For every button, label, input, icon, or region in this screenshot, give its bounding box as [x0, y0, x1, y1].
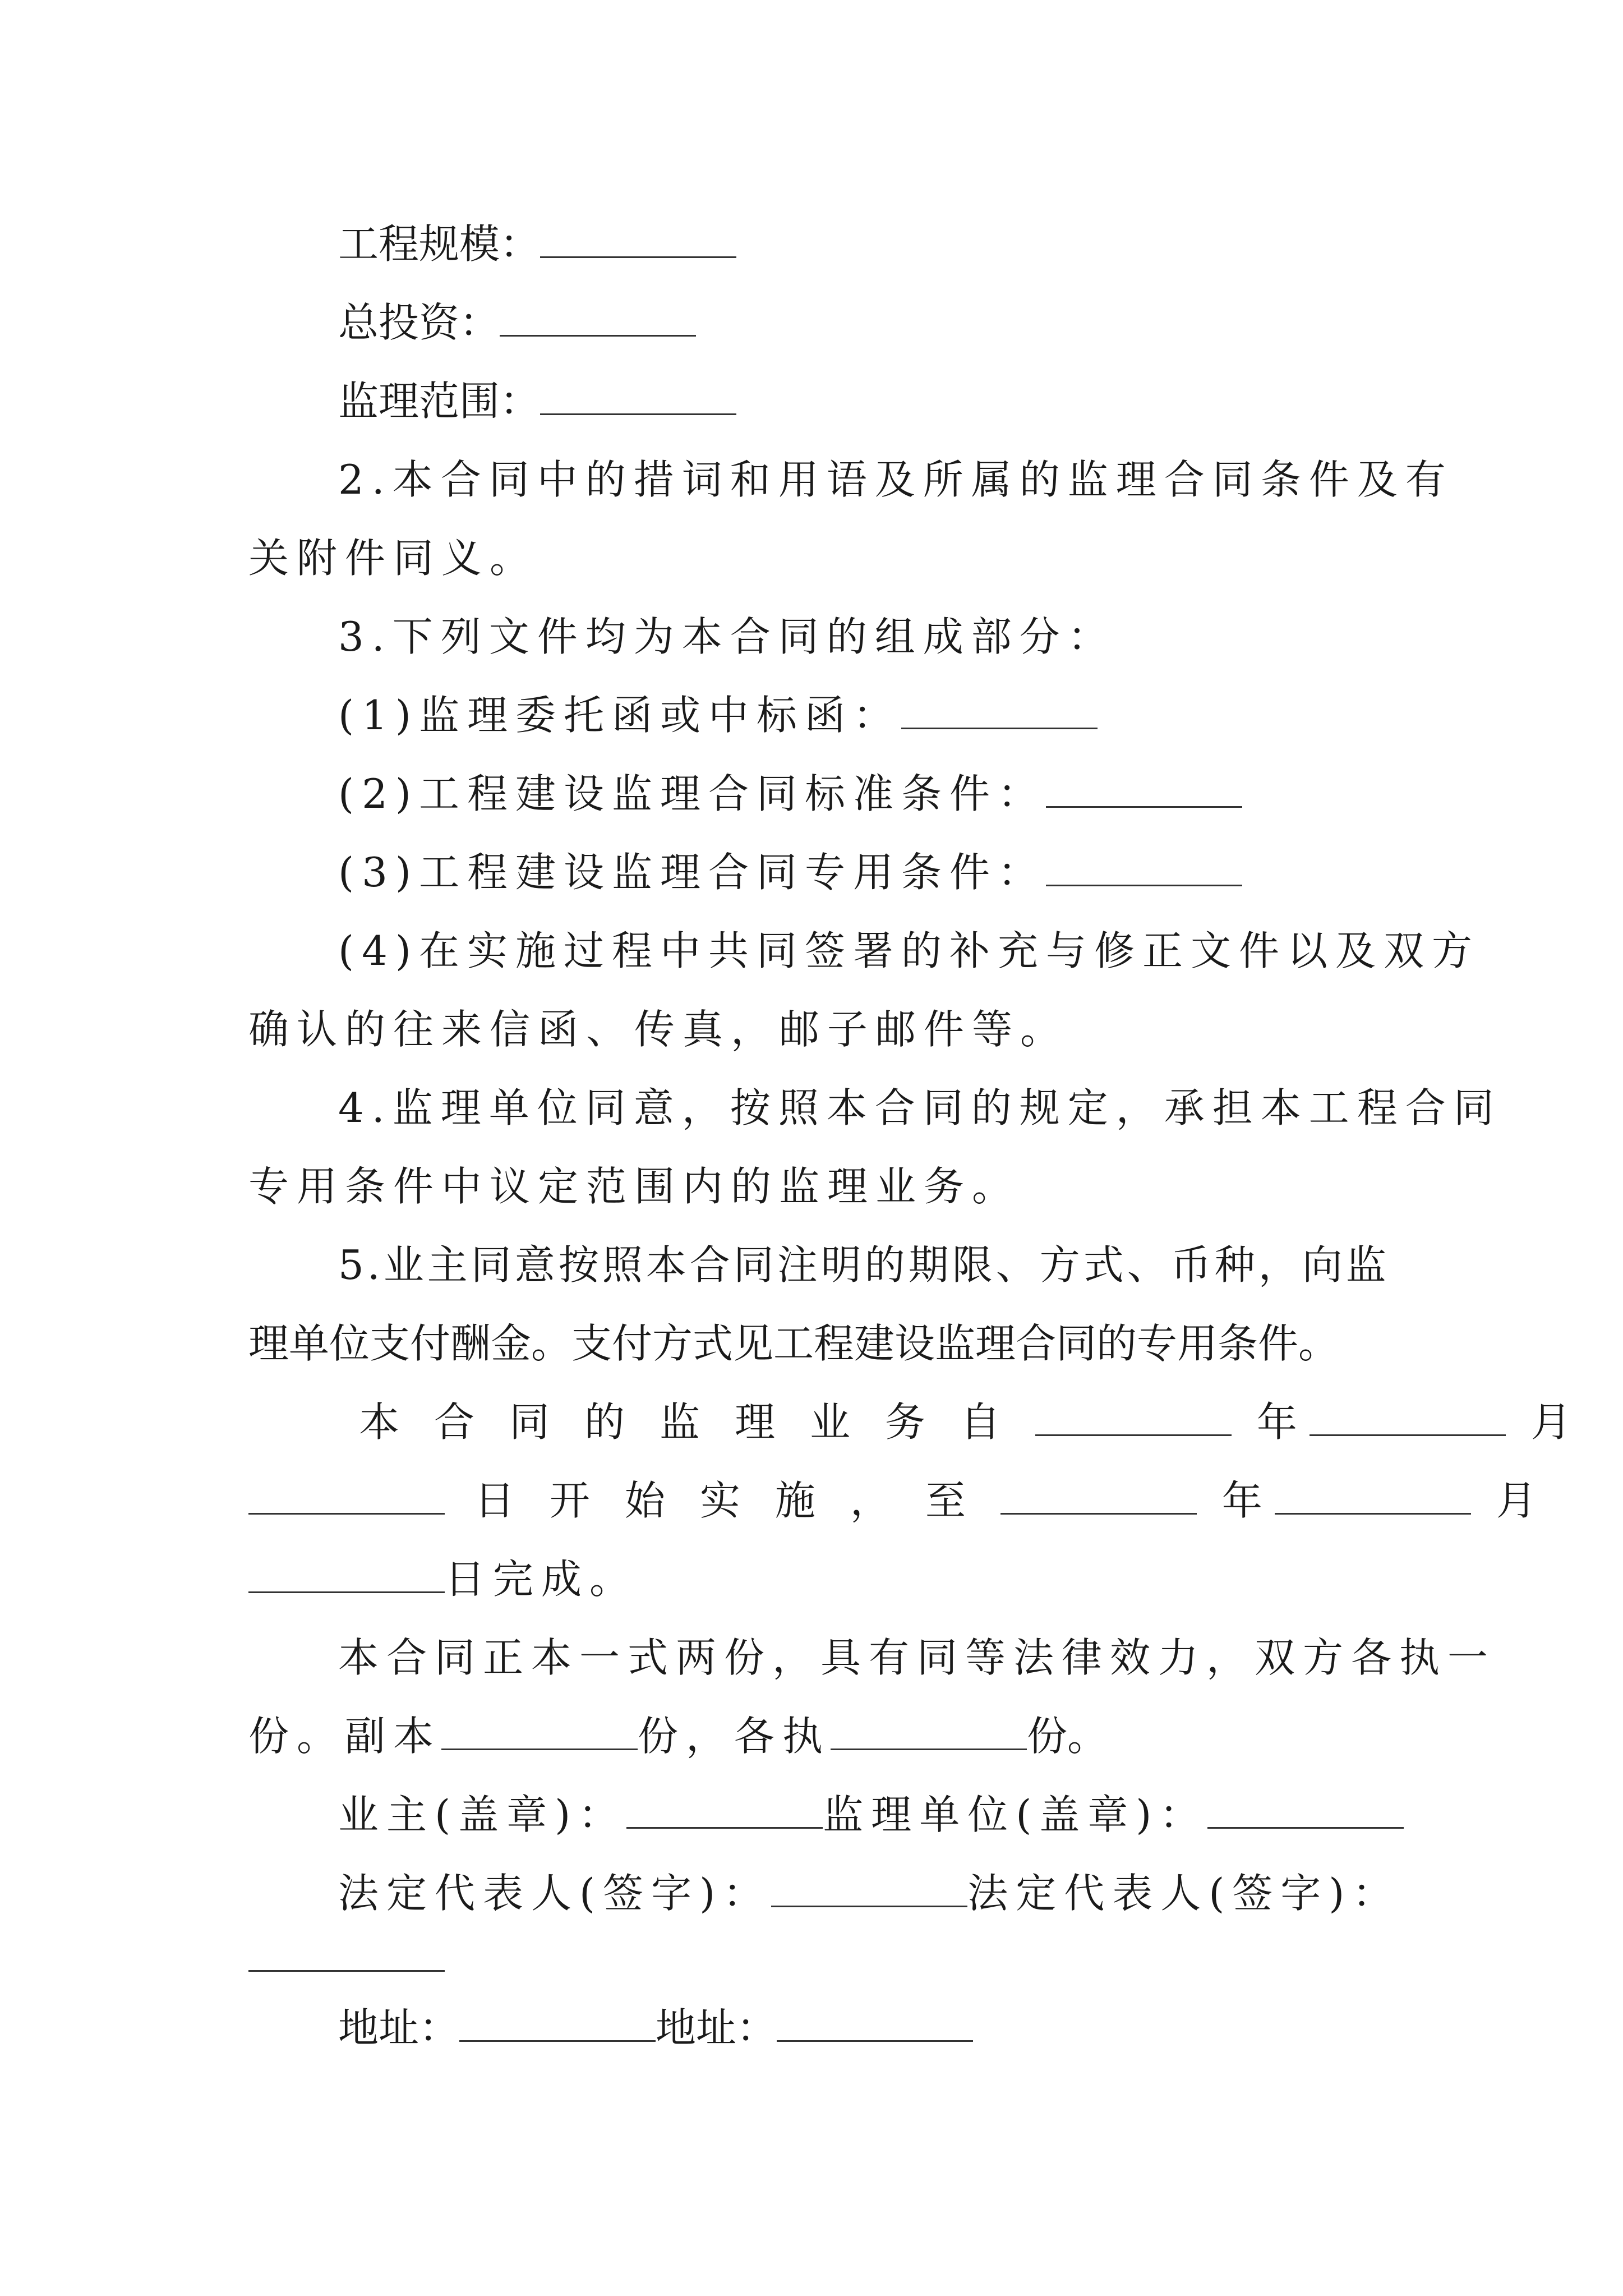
start-month-label: 月	[1530, 1398, 1571, 1446]
start-year-label: 年	[1256, 1398, 1297, 1446]
end-year-label: 年	[1221, 1477, 1262, 1524]
owner-legal-rep-blank[interactable]	[771, 1872, 967, 1907]
clause-2-line-1: 2.本合同中的措词和用语及所属的监理合同条件及有	[338, 456, 1454, 503]
supervision-scope-label: 监理范围：	[338, 378, 541, 425]
clause-3-item-3	[0, 844, 1623, 900]
clause-3-heading: 3.下列文件均为本合同的组成部分：	[338, 613, 1116, 660]
total-investment-label: 总投资：	[338, 299, 500, 346]
period-line-1	[0, 1394, 1623, 1450]
copies-line-1: 本合同正本一式两份，具有同等法律效力，双方各执一	[338, 1634, 1496, 1681]
supervisor-seal-label: 监理单位(盖章)：	[823, 1791, 1208, 1838]
period-end-label: 日开始实施，至	[474, 1477, 1000, 1524]
project-scale-line	[0, 216, 1623, 272]
clause-3-item-1	[0, 687, 1623, 743]
owner-address-blank[interactable]	[459, 2007, 656, 2042]
project-scale-label: 工程规模：	[338, 220, 541, 268]
end-month-label: 月	[1496, 1477, 1537, 1524]
start-year-blank[interactable]	[1035, 1401, 1232, 1436]
end-day-blank[interactable]	[248, 1558, 445, 1593]
end-year-blank[interactable]	[1000, 1479, 1197, 1515]
clause-2-line-2: 关附件同义。	[248, 535, 538, 582]
period-line-3	[0, 1551, 1623, 1607]
owner-seal-label: 业主(盖章)：	[338, 1791, 627, 1838]
clause-3-item-2-label: (2)工程建设监理合同标准条件：	[338, 770, 1046, 817]
supervisor-legal-rep-label: 法定代表人(签字)：	[967, 1870, 1401, 1917]
supervisor-legal-rep-blank[interactable]	[248, 1936, 445, 1972]
clause-3-item-2-blank[interactable]	[1046, 772, 1242, 808]
supervisor-seal-blank[interactable]	[1207, 1793, 1404, 1829]
legal-rep-continuation	[0, 1930, 1623, 1986]
copies-line-2	[0, 1708, 1623, 1764]
period-start-label: 本合同的监理业务自	[359, 1398, 1036, 1446]
duplicate-count-blank[interactable]	[441, 1715, 638, 1750]
start-month-blank[interactable]	[1310, 1401, 1506, 1436]
clause-3-item-3-blank[interactable]	[1046, 851, 1242, 886]
end-month-blank[interactable]	[1275, 1479, 1471, 1515]
clause-3-item-4-line-2: 确认的往来信函、传真，邮子邮件等。	[248, 1006, 1069, 1053]
clause-5-line-1: 5.业主同意按照本合同注明的期限、方式、币种，向监	[338, 1241, 1390, 1289]
seal-line	[0, 1787, 1623, 1843]
total-investment-line	[0, 295, 1623, 351]
supervision-scope-line	[0, 373, 1623, 429]
supervisor-address-blank[interactable]	[777, 2007, 973, 2042]
clause-4-line-2: 专用条件中议定范围内的监理业务。	[248, 1163, 1021, 1210]
each-count-blank[interactable]	[831, 1715, 1027, 1750]
clause-3-item-3-label: (3)工程建设监理合同专用条件：	[338, 849, 1046, 896]
supervisor-address-label: 地址：	[656, 2004, 777, 2051]
owner-legal-rep-label: 法定代表人(签字)：	[338, 1870, 772, 1917]
owner-seal-blank[interactable]	[626, 1793, 823, 1829]
period-complete-label: 日完成。	[445, 1556, 638, 1603]
address-line	[0, 2000, 1623, 2056]
clause-5-line-2: 理单位支付酬金。支付方式见工程建设监理合同的专用条件。	[248, 1320, 1339, 1367]
copies-each-label: 份，各执	[638, 1713, 831, 1760]
copies-end-label: 份。	[1027, 1713, 1108, 1760]
clause-3-item-1-blank[interactable]	[901, 694, 1098, 729]
start-day-blank[interactable]	[248, 1479, 445, 1515]
copies-duplicate-label: 份。副本	[248, 1713, 442, 1760]
period-line-2	[0, 1473, 1623, 1529]
total-investment-blank[interactable]	[500, 301, 696, 337]
clause-4-line-1: 4.监理单位同意，按照本合同的规定，承担本工程合同	[338, 1084, 1502, 1131]
owner-address-label: 地址：	[338, 2004, 460, 2051]
clause-3-item-2	[0, 766, 1623, 822]
clause-3-item-1-label: (1)监理委托函或中标函：	[338, 692, 901, 739]
clause-3-item-4-line-1: (4)在实施过程中共同签署的补充与修正文件以及双方	[338, 927, 1480, 974]
legal-rep-line	[0, 1865, 1623, 1921]
project-scale-blank[interactable]	[540, 223, 736, 258]
supervision-scope-blank[interactable]	[540, 380, 736, 415]
